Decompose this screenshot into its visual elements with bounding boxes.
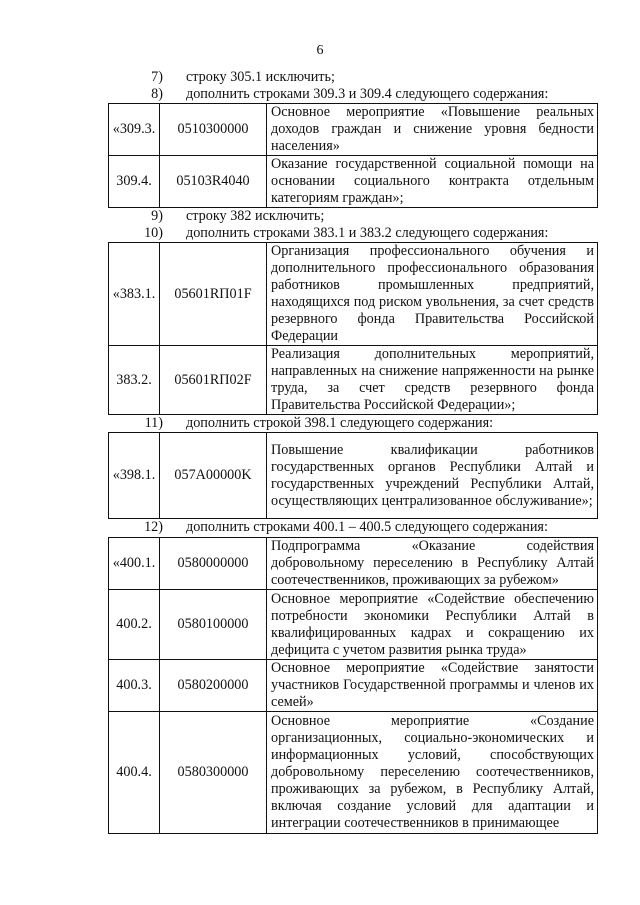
table-row [109, 346, 598, 415]
item-number: 8) [151, 86, 163, 102]
item-number: 12) [144, 519, 163, 535]
table-row [109, 104, 598, 156]
table-rows-309 [108, 103, 598, 208]
row-number: 400.3. [109, 660, 160, 712]
row-number: «383.1. [109, 243, 160, 346]
list-item-8 [0, 86, 640, 103]
budget-code: 05601RП02F [160, 346, 267, 415]
budget-code: 05103R4040 [160, 156, 267, 208]
row-number: 400.2. [109, 590, 160, 660]
table-rows-383 [108, 242, 598, 415]
item-text: дополнить строками 383.1 и 383.2 следующего содержания: [186, 225, 549, 241]
row-description: Подпрограмма «Оказание содействия добровольному переселению в Республику Алтай соотечественников, проживающих за рубежом» [267, 538, 598, 590]
item-number: 10) [144, 225, 163, 241]
table-row [109, 660, 598, 712]
row-number: «398.1. [109, 433, 160, 519]
budget-code: 0580000000 [160, 538, 267, 590]
table-row [109, 590, 598, 660]
row-description: Основное мероприятие «Повышение реальных доходов граждан и снижение уровня бедности населения» [267, 104, 598, 156]
row-description: Реализация дополнительных мероприятий, направленных на снижение напряженности на рынке труда, за счет средств резервного фонда Правительства Российской Федерации»; [267, 346, 598, 415]
budget-code: 0580200000 [160, 660, 267, 712]
item-number: 9) [151, 208, 163, 224]
list-item-7 [0, 69, 640, 86]
list-item-9 [0, 208, 640, 225]
row-number: 383.2. [109, 346, 160, 415]
item-text: дополнить строкой 398.1 следующего содержания: [186, 415, 494, 431]
budget-code: 057A00000K [160, 433, 267, 519]
budget-code: 0510300000 [160, 104, 267, 156]
item-text: строку 382 исключить; [186, 208, 325, 224]
row-description: Основное мероприятие «Содействие обеспечению потребности экономики Республики Алтай в квалифицированных кадрах и сокращению их дефицита с учетом развития рынка труда» [267, 590, 598, 660]
list-item-11 [0, 415, 640, 432]
row-number: «309.3. [109, 104, 160, 156]
budget-code: 0580100000 [160, 590, 267, 660]
table-row [109, 538, 598, 590]
row-description: Оказание государственной социальной помощи на основании социального контракта отдельным категориям граждан»; [267, 156, 598, 208]
budget-code: 0580300000 [160, 712, 267, 834]
row-description: Повышение квалификации работников государственных органов Республики Алтай и государственных учреждений Республики Алтай, осуществляющих централизованное обслуживание»; [267, 433, 598, 519]
row-description: Основное мероприятие «Создание организационных, социально-экономических и информационных условий, способствующих добровольному переселению соотечественников, проживающих за рубежом, в Республику Алтай, включая создание условий для адаптации и интеграции соотечественников в принимающее [267, 712, 598, 834]
item-text: дополнить строками 309.3 и 309.4 следующего содержания: [186, 86, 549, 102]
table-row [109, 156, 598, 208]
list-item-10 [0, 225, 640, 242]
row-description: Организация профессионального обучения и дополнительного профессионального образования работников промышленных предприятий, находящихся под риском увольнения, за счет средств резервного фонда Правительства Российской Федерации [267, 243, 598, 346]
item-text: строку 305.1 исключить; [186, 69, 335, 85]
row-description: Основное мероприятие «Содействие занятости участников Государственной программы и членов их семей» [267, 660, 598, 712]
table-row-398 [108, 432, 598, 519]
list-item-12 [0, 519, 640, 536]
item-number: 7) [151, 69, 163, 85]
budget-code: 05601RП01F [160, 243, 267, 346]
row-number: 400.4. [109, 712, 160, 834]
item-number: 11) [144, 415, 163, 431]
table-row [109, 243, 598, 346]
page-number: 6 [316, 43, 324, 58]
row-number: 309.4. [109, 156, 160, 208]
table-row [109, 712, 598, 834]
table-rows-400 [108, 537, 598, 834]
table-row [109, 433, 598, 519]
row-number: «400.1. [109, 538, 160, 590]
item-text: дополнить строками 400.1 – 400.5 следующего содержания: [186, 519, 548, 535]
